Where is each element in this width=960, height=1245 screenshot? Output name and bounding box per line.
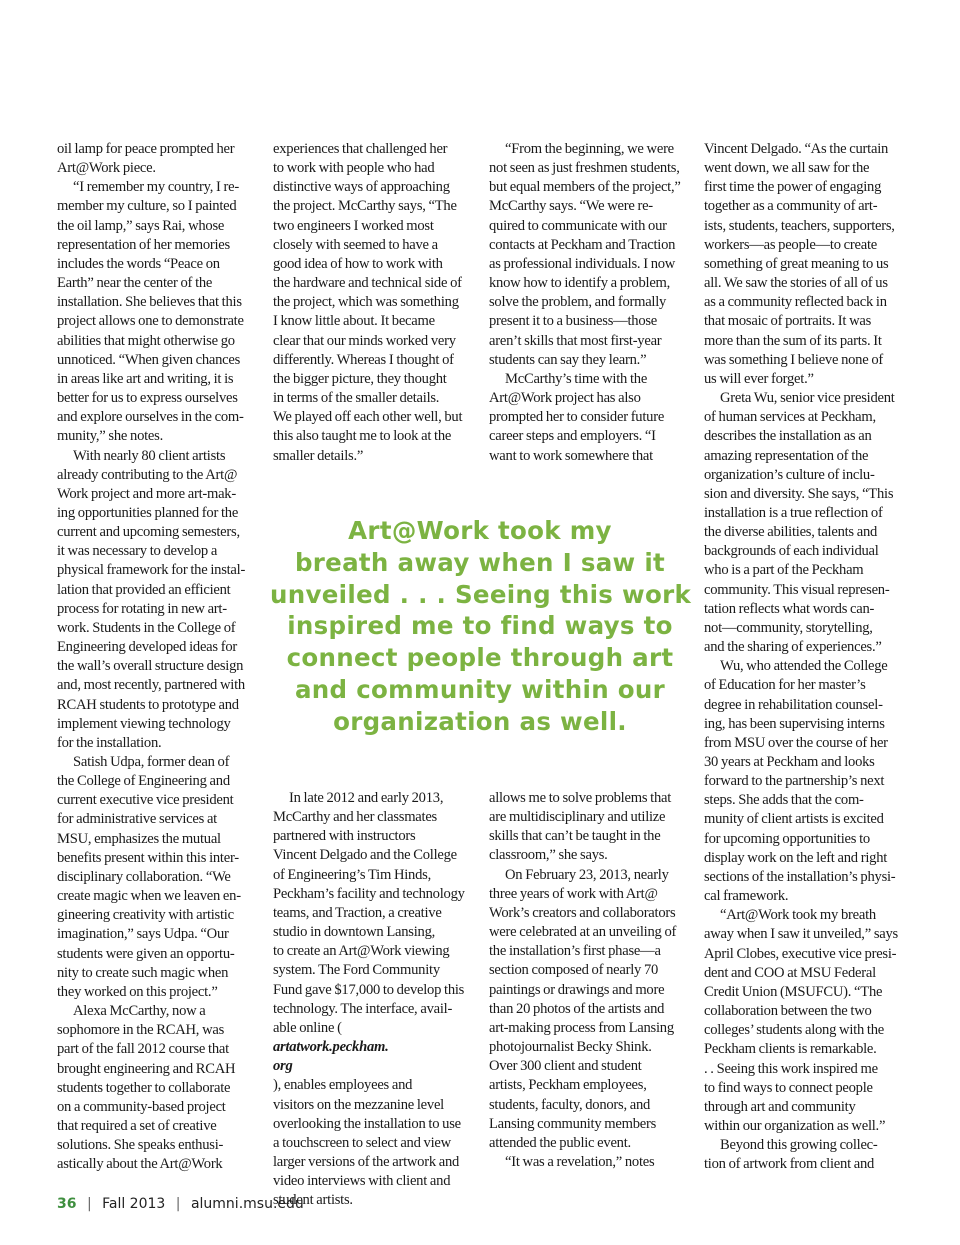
text-line: ing opportunities planned for the [57,504,239,521]
text-line: two engineers I worked most [273,217,434,234]
text-line: We played off each other well, but [273,409,463,426]
text-line: backgrounds of each individual [704,543,879,560]
text-line: studio in downtown Lansing, [273,924,436,941]
text-line: was something I believe none of [704,351,884,368]
text-line: who is a part of the Peckham [704,562,864,579]
text-line: member my culture, so I painted [57,198,237,215]
article-column-6 [489,789,689,1172]
text-line: collaboration between the two [704,1003,872,1020]
text-line: technology. The interface, avail- [273,1000,453,1017]
text-line: solutions. She speaks enthusi- [57,1137,224,1154]
text-line: and, most recently, partnered with [57,677,245,694]
text-line: . . Seeing this work inspired me [704,1060,878,1077]
text-line: organization’s culture of inclu- [704,466,875,483]
footer-separator: | [175,1196,181,1212]
text-line: ing, has been supervising interns [704,715,885,732]
text-line: gineering creativity with artistic [57,907,234,924]
text-line: classroom,” she says. [489,847,608,864]
text-line: students can say they learn.” [489,351,647,368]
pull-quote [270,515,690,738]
pull-quote-line: connect people through art [286,643,674,673]
text-line: more than the sum of its parts. It [704,332,882,349]
text-line: the wall’s overall structure design [57,658,244,675]
article-column-3 [489,140,689,466]
text-line: able online ( artatwork.peckham. [273,1019,473,1057]
text-line: us will ever forget.” [704,370,814,387]
text-line: ists, students, teachers, supporters, [704,217,895,234]
text-line: workers—as people—to create [704,236,877,253]
text-line: that required a set of creative [57,1117,217,1134]
text-line: for the installation. [57,734,162,751]
text-line: system. The Ford Community [273,962,440,979]
text-line: overlooking the installation to use [273,1115,461,1132]
article-column-1 [57,140,257,1174]
article-column-2 [273,140,473,466]
text-line: imagination,” says Udpa. “Our [57,926,229,943]
text-line: larger versions of the artwork and [273,1153,460,1170]
text-line: On February 23, 2013, nearly [505,866,669,883]
text-line: video interviews with client and [273,1173,451,1190]
text-line: MSU, emphasizes the mutual [57,830,221,847]
issue-label: Fall 2013 [102,1196,166,1212]
text-line: Over 300 client and student [489,1058,642,1075]
text-line: Greta Wu, senior vice president [720,390,895,407]
text-line: tation reflects what words can- [704,600,875,617]
text-line: display work on the left and right [704,849,888,866]
text-line: photojournalist Becky Shink. [489,1039,652,1056]
text-line: contacts at Peckham and Traction [489,236,676,253]
text-line: munity,” she notes. [57,428,163,445]
text-line: all. We saw the stories of all of us [704,275,888,292]
text-line: first time the power of engaging [704,179,882,196]
text-line: but equal members of the project,” [489,179,681,196]
text-line: “From the beginning, we were [505,141,674,157]
text-line: and the sharing of experiences.” [704,639,882,656]
text-line: distinctive ways of approaching [273,179,450,196]
text-line: cal framework. [704,888,789,905]
text-line: Vincent Delgado and the College [273,847,457,864]
text-line: through art and community [704,1098,856,1115]
text-line: the College of Engineering and [57,773,230,790]
text-line: they worked on this project.” [57,983,218,1000]
text-line: to work with people who had [273,160,435,177]
text-line: allows me to solve problems that [489,790,672,806]
page-footer [57,1196,304,1212]
text-line: 30 years at Peckham and looks [704,754,875,770]
text-line: Peckham clients is remarkable. [704,1041,877,1058]
text-line: that mosaic of portraits. It was [704,313,872,330]
text-line: went down, we all saw for the [704,160,870,177]
text-line: project allows one to demonstrate [57,313,244,330]
article-column-4 [704,140,904,1174]
text-line: sion and diversity. She says, “This [704,485,894,502]
text-line: within our organization as well.” [704,1117,886,1134]
text-line: I know little about. It became [273,313,435,330]
text-line: not seen as just freshmen students, [489,160,680,177]
text-line: “I remember my country, I re- [73,179,239,196]
text-line: McCarthy and her classmates [273,809,437,826]
text-line: unnoticed. “When given chances [57,351,241,368]
text-line: Fund gave $17,000 to develop this [273,981,465,998]
text-line: part of the fall 2012 course that [57,1041,229,1058]
text-line: benefits present within this inter- [57,849,239,866]
text-line: partnered with instructors [273,828,416,845]
text-line: it was necessary to develop a [57,543,218,560]
pull-quote-line: organization as well. [333,706,627,736]
text-line: implement viewing technology [57,715,231,732]
text-line: quired to communicate with our [489,217,667,234]
text-line: brought engineering and RCAH [57,1060,236,1077]
text-line: better for us to express ourselves [57,390,238,407]
text-line: present it to a business—those [489,313,658,330]
text-line: experiences that challenged her [273,141,448,157]
text-line: Earth” near the center of the [57,275,213,292]
text-line: already contributing to the Art@ [57,466,238,483]
text-line: the bigger picture, they thought [273,370,447,387]
text-line: the diverse abilities, talents and [704,524,878,541]
text-line: students, faculty, donors, and [489,1096,651,1113]
text-line: on a community-based project [57,1098,226,1115]
text-line: process for rotating in new art- [57,600,227,617]
text-line: together as a community of art- [704,198,878,215]
text-line: “It was a revelation,” notes [505,1153,655,1170]
text-line: attended the public event. [489,1134,631,1151]
text-line: McCarthy says. “We were re- [489,198,653,215]
text-line: section composed of nearly 70 [489,962,659,979]
pull-quote-line: unveiled . . . Seeing this work [270,579,692,609]
text-line: for upcoming opportunities to [704,830,870,847]
text-line: Credit Union (MSUFCU). “The [704,983,883,1000]
text-line: Work’s creators and collaborators [489,904,676,921]
text-line: of Engineering’s Tim Hinds, [273,866,431,883]
text-line: Vincent Delgado. “As the curtain [704,141,889,157]
text-line: representation of her memories [57,236,230,253]
text-line: students together to collaborate [57,1079,231,1096]
text-line: colleges’ students along with the [704,1022,884,1039]
text-line: solve the problem, and formally [489,294,667,311]
text-line: org ), enables employees and [273,1057,473,1095]
text-line: nity to create such magic when [57,964,229,981]
text-line: McCarthy’s time with the [505,370,648,387]
text-line: Lansing community members [489,1115,657,1132]
text-line: teams, and Traction, a creative [273,904,442,921]
text-line: forward to the partnership’s next [704,773,885,790]
text-line: good idea of how to work with [273,255,443,272]
text-line: Engineering developed ideas for [57,639,237,656]
text-line: describes the installation as an [704,428,872,445]
text-line: something of great meaning to us [704,255,889,272]
text-line: the project, which was something [273,294,459,311]
text-line: art-making process from Lansing [489,1019,674,1036]
text-line: installation is a true reflection of [704,504,883,521]
text-line: physical framework for the instal- [57,562,246,579]
text-line: in terms of the smaller details. [273,390,440,407]
text-line: oil lamp for peace prompted her [57,141,235,157]
text-line: tion of artwork from client and [704,1156,875,1173]
text-line: as professional individuals. I now [489,255,676,272]
text-line: skills that can’t be taught in the [489,828,661,845]
text-line: not—community, storytelling, [704,619,873,636]
text-line: in areas like art and writing, it is [57,370,234,387]
text-line: abilities that might otherwise go [57,332,235,349]
text-line: Art@Work piece. [57,160,156,177]
page-number: 36 [57,1196,77,1212]
text-line: community. This visual represen- [704,581,890,598]
text-line: the project. McCarthy says, “The [273,198,457,215]
pull-quote-line: inspired me to find ways to [287,611,673,641]
text-line: dent and COO at MSU Federal [704,964,876,981]
article-column-5 [273,789,473,1210]
text-line: lation that provided an efficient [57,581,231,598]
text-line: three years of work with Art@ [489,885,658,902]
text-line: prompted her to consider future [489,409,665,426]
text-line: Satish Udpa, former dean of [73,754,230,770]
text-line: this also taught me to look at the [273,428,452,445]
text-line: RCAH students to prototype and [57,696,239,713]
text-line: of human services at Peckham, [704,409,876,426]
text-line: visitors on the mezzanine level [273,1096,444,1113]
text-line: Work project and more art-mak- [57,485,236,502]
website-link[interactable]: alumni.msu.edu [190,1196,304,1212]
text-line: are multidisciplinary and utilize [489,809,666,826]
text-line: to create an Art@Work viewing [273,943,450,960]
text-line: Peckham’s facility and technology [273,885,465,902]
text-line: and explore ourselves in the com- [57,409,244,426]
text-line: disciplinary collaboration. “We [57,868,231,885]
url-link[interactable]: artatwork.peckham. [273,1039,389,1056]
text-line: sophomore in the RCAH, was [57,1022,225,1039]
text-line: of Education for her master’s [704,677,866,694]
pull-quote-line: Art@Work took my [348,516,612,545]
text-line: the hardware and technical side of [273,275,462,292]
url-link[interactable]: org [273,1058,293,1075]
text-line: aren’t skills that most first-year [489,332,662,349]
text-line: munity of client artists is excited [704,811,884,828]
text-line: In late 2012 and early 2013, [289,790,444,806]
text-line: amazing representation of the [704,447,869,464]
text-line: away when I saw it unveiled,” says [704,926,898,943]
text-line: differently. Whereas I thought of [273,351,454,368]
text-line: Alexa McCarthy, now a [73,1003,206,1020]
text-line: degree in rehabilitation counsel- [704,696,883,713]
pull-quote-line: and community within our [294,674,666,704]
text-line: the installation’s first phase—a [489,943,661,960]
text-line: than 20 photos of the artists and [489,1000,665,1017]
text-line: installation. She believes that this [57,294,242,311]
text-line: create magic when we leaven en- [57,888,241,905]
text-line: Art@Work project has also [489,390,641,407]
text-line: clear that our minds worked very [273,332,456,349]
text-line: artists, Peckham employees, [489,1077,647,1094]
text-line: “Art@Work took my breath [720,907,876,924]
text-line: for administrative services at [57,811,217,828]
text-line: as a community reflected back in [704,294,887,311]
text-line: students were given an opportu- [57,945,235,962]
text-line: current and upcoming semesters, [57,524,240,541]
text-line: to find ways to connect people [704,1079,873,1096]
text-line: smaller details.” [273,447,364,464]
text-line: Wu, who attended the College [720,658,888,675]
text-line: With nearly 80 client artists [73,447,226,464]
pull-quote-line: breath away when I saw it [294,547,666,577]
text-line: April Clobes, executive vice presi- [704,945,897,962]
text-line: astically about the Art@Work [57,1156,223,1173]
text-line: sections of the installation’s physi- [704,868,896,885]
text-line: Beyond this growing collec- [720,1137,878,1154]
text-line: steps. She adds that the com- [704,792,864,809]
text-line: career steps and employers. “I [489,428,656,445]
text-line: want to work somewhere that [489,447,653,464]
text-line: were celebrated at an unveiling of [489,924,677,941]
text-line: student artists. [273,1192,353,1209]
text-line: know how to identify a problem, [489,275,671,292]
text-line: includes the words “Peace on [57,255,220,272]
text-line: from MSU over the course of her [704,734,888,751]
text-line: current executive vice president [57,792,234,809]
text-line: a touchscreen to select and view [273,1134,451,1151]
text-line: closely with seemed to have a [273,236,438,253]
text-line: the oil lamp,” says Rai, whose [57,217,225,234]
text-line: paintings or drawings and more [489,981,665,998]
text-line: work. Students in the College of [57,619,236,636]
footer-separator: | [86,1196,92,1212]
